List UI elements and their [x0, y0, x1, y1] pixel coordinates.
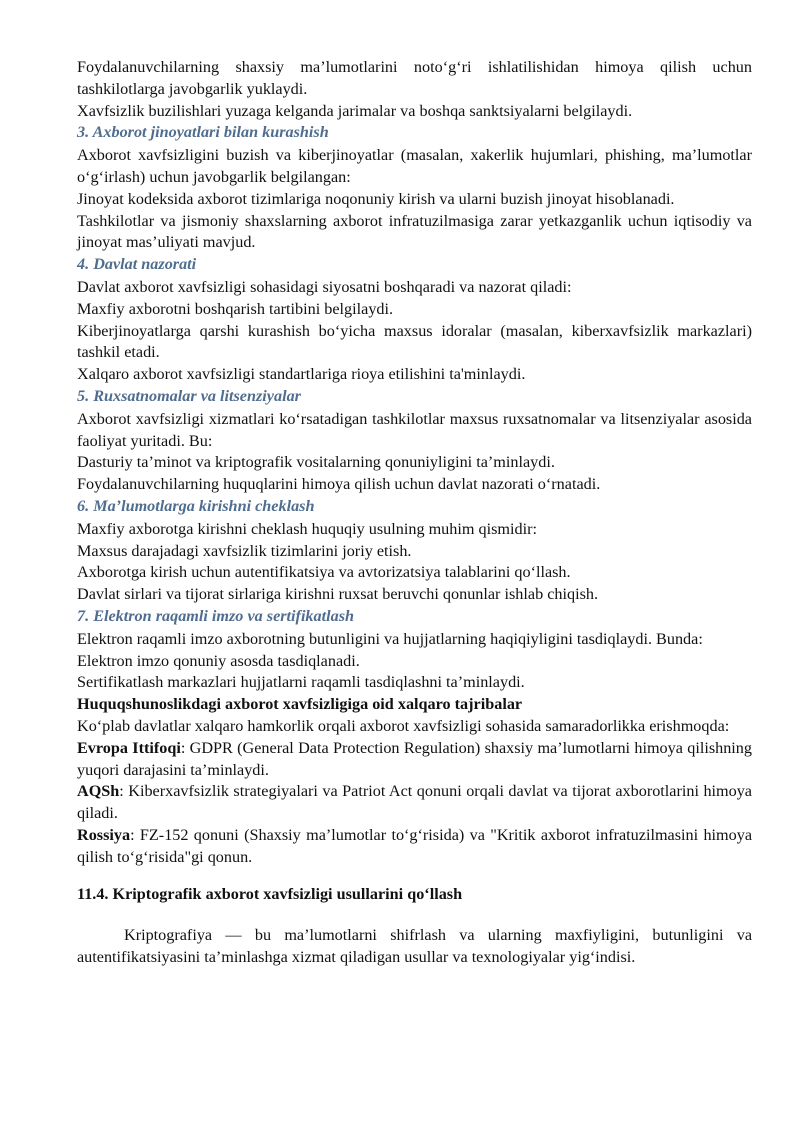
paragraph: Elektron imzo qonuniy asosda tasdiqlanadi.	[77, 651, 360, 670]
paragraph: Tashkilotlar va jismoniy shaxslarning axborot infratuzilmasiga zarar yetkazganlik uchun iqtisodiy va jinoyat mas’uliyati mavjud.	[77, 211, 752, 252]
subheading: 7. Elektron raqamli imzo va sertifikatlash	[77, 606, 355, 625]
us-label: AQSh	[77, 782, 120, 801]
bold-heading: Huquqshunoslikdagi axborot xavfsizligiga oid xalqaro tajribalar	[77, 695, 523, 714]
paragraph: Maxsus darajadagi xavfsizlik tizimlarini joriy etish.	[77, 541, 412, 560]
section-heading: 11.4. Kriptografik axborot xavfsizligi usullarini qo‘llash	[77, 885, 463, 904]
us-text: : Kiberxavfsizlik strategiyalari va Patriot Act qonuni orqali davlat va tijorat axborotlarini himoya qiladi.	[77, 782, 752, 823]
paragraph: Elektron raqamli imzo axborotning butunligini va hujjatlarning haqiqiyligini tasdiqlaydi. Bunda:	[77, 629, 703, 648]
paragraph: Sertifikatlash markazlari hujjatlarni raqamli tasdiqlashni ta’minlaydi.	[77, 673, 525, 692]
paragraph: Xalqaro axborot xavfsizligi standartlariga rioya etilishini ta'minlaydi.	[77, 365, 526, 384]
paragraph: Xavfsizlik buzilishlari yuzaga kelganda jarimalar va boshqa sanktsiyalarni belgilaydi.	[77, 101, 633, 120]
paragraph: Axborot xavfsizligi xizmatlari ko‘rsatadigan tashkilotlar maxsus ruxsatnomalar va litsenziyalar asosida faoliyat yuritadi. Bu:	[77, 409, 752, 450]
document-page	[77, 57, 752, 969]
subheading: 5. Ruxsatnomalar va litsenziyalar	[77, 386, 301, 405]
paragraph: Axborot xavfsizligini buzish va kiberjinoyatlar (masalan, xakerlik hujumlari, phishing, ma’lumotlar o‘g‘irlash) uchun javobgarlik belgilangan:	[77, 146, 752, 186]
paragraph: Kiberjinoyatlarga qarshi kurashish bo‘yicha maxsus idoralar (masalan, kiberxavfsizlik markazlari) tashkil etadi.	[77, 321, 752, 362]
subheading: 4. Davlat nazorati	[77, 255, 197, 274]
eu-text: : GDPR (General Data Protection Regulation) shaxsiy ma’lumotlarni himoya qilishning yuqori darajasini ta’minlaydi.	[77, 738, 752, 779]
paragraph: Foydalanuvchilarning shaxsiy ma’lumotlarini noto‘g‘ri ishlatilishidan himoya qilish uchun tashkilotlarga javobgarlik yuklaydi.	[77, 58, 752, 98]
paragraph: Maxfiy axborotga kirishni cheklash huquqiy usulning muhim qismidir:	[77, 519, 537, 538]
paragraph: Ko‘plab davlatlar xalqaro hamkorlik orqali axborot xavfsizligi sohasida samaradorlikka erishmoqda:	[77, 716, 730, 735]
paragraph: Davlat axborot xavfsizligi sohasidagi siyosatni boshqaradi va nazorat qiladi:	[77, 277, 572, 296]
paragraph-us	[77, 781, 752, 825]
ru-label: Rossiya	[77, 825, 131, 844]
paragraph: Axborotga kirish uchun autentifikatsiya va avtorizatsiya talablarini qo‘llash.	[77, 563, 571, 582]
paragraph: Jinoyat kodeksida axborot tizimlariga noqonuniy kirish va ularni buzish jinoyat hisoblanadi.	[77, 189, 675, 208]
subheading: 3. Axborot jinoyatlari bilan kurashish	[77, 123, 329, 142]
eu-label: Evropa Ittifoqi	[77, 738, 181, 757]
paragraph-eu	[77, 738, 752, 782]
paragraph: Kriptografiya — bu ma’lumotlarni shifrlash va ularning maxfiyligini, butunligini va autentifikatsiyasini ta’minlashga xizmat qiladigan usullar va texnologiyalar yig‘indisi.	[77, 926, 752, 967]
paragraph: Dasturiy ta’minot va kriptografik vositalarning qonuniyligini ta’minlaydi.	[77, 453, 555, 472]
paragraph: Davlat sirlari va tijorat sirlariga kirishni ruxsat beruvchi qonunlar ishlab chiqish.	[77, 585, 599, 604]
subheading: 6. Ma’lumotlarga kirishni cheklash	[77, 496, 315, 515]
paragraph-ru	[77, 825, 752, 869]
paragraph: Foydalanuvchilarning huquqlarini himoya qilish uchun davlat nazorati o‘rnatadi.	[77, 475, 601, 494]
ru-text: : FZ-152 qonuni (Shaxsiy ma’lumotlar to‘g‘risida) va "Kritik axborot infratuzilmasini himoya qilish to‘g‘risida"gi qonun.	[77, 825, 752, 866]
paragraph: Maxfiy axborotni boshqarish tartibini belgilaydi.	[77, 299, 394, 318]
